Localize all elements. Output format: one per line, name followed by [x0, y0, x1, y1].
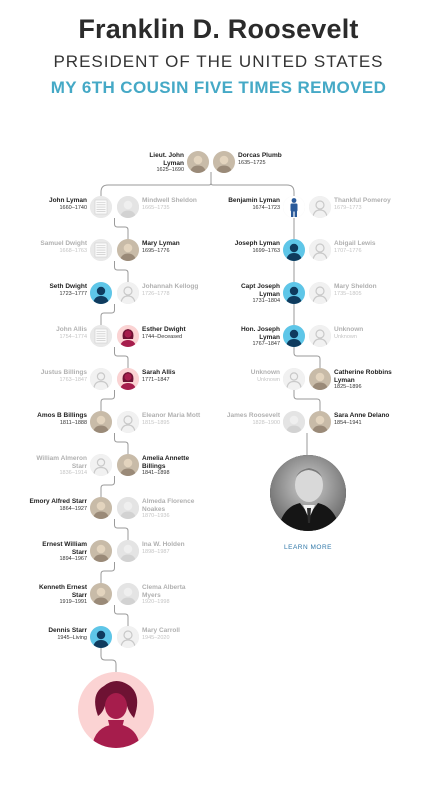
- person-name: Lieut. John Lyman: [149, 152, 184, 167]
- person-label[interactable]: [27, 197, 87, 212]
- person-dates: Unknown: [334, 333, 357, 340]
- person-name: Amelia Annette Billings: [142, 455, 190, 470]
- person-dates: 1731–1804: [252, 298, 280, 304]
- person-name: Samuel Dwight: [40, 240, 87, 247]
- person-dates: 1811–1888: [59, 419, 87, 426]
- fdr-portrait-icon[interactable]: [270, 455, 346, 531]
- person-name: Mindwell Sheldon: [142, 197, 197, 204]
- person-label[interactable]: [142, 455, 204, 478]
- person-name: Benjamin Lyman: [228, 197, 280, 204]
- person-name: Sara Anne Delano: [334, 412, 390, 419]
- person-label[interactable]: [27, 240, 87, 255]
- person-name: Thankful Pomeroy: [334, 197, 391, 204]
- connector-left: [101, 304, 115, 325]
- person-label[interactable]: [334, 240, 404, 255]
- person-name: Esther Dwight: [142, 326, 186, 333]
- person-dates: 1635–1725: [238, 159, 266, 166]
- female-avatar-icon[interactable]: [117, 325, 139, 347]
- male-avatar-icon[interactable]: [283, 239, 305, 261]
- connector-left: [115, 218, 129, 239]
- photo-icon[interactable]: [117, 497, 139, 519]
- person-name: Almeda Florence Noakes: [142, 498, 195, 513]
- person-name: Amos B Billings: [37, 412, 87, 419]
- learn-more-link[interactable]: LEARN MORE: [284, 544, 332, 551]
- person-name: Mary Carroll: [142, 627, 180, 634]
- photo-icon[interactable]: [90, 583, 112, 605]
- person-dates: 1815–1895: [142, 419, 170, 426]
- person-dates: 1920–1998: [142, 599, 170, 605]
- person-label[interactable]: [222, 326, 280, 349]
- person-name: Unknown: [334, 326, 364, 333]
- person-name: Ina W. Holden: [142, 541, 185, 548]
- person-name: Mary Lyman: [142, 240, 180, 247]
- person-name: Ernest William Starr: [42, 541, 87, 556]
- document-icon[interactable]: [90, 196, 112, 218]
- person-dates: 1836–1914: [59, 470, 87, 476]
- person-label[interactable]: [138, 152, 184, 175]
- person-dates: 1763–1847: [59, 376, 87, 383]
- person-name: Clema Alberta Myers: [142, 584, 186, 599]
- photo-icon[interactable]: [90, 540, 112, 562]
- connector-left: [101, 476, 115, 497]
- photo-icon[interactable]: [117, 583, 139, 605]
- connector-left: [101, 562, 115, 583]
- person-label[interactable]: [142, 369, 204, 384]
- document-icon[interactable]: [90, 325, 112, 347]
- person-label[interactable]: [142, 412, 204, 427]
- photo-icon[interactable]: [309, 368, 331, 390]
- person-label[interactable]: [334, 283, 404, 298]
- person-name: Dennis Starr: [48, 627, 87, 634]
- photo-icon[interactable]: [117, 196, 139, 218]
- person-label[interactable]: [222, 412, 280, 427]
- connector-left: [115, 433, 129, 454]
- person-label[interactable]: [27, 455, 87, 478]
- photo-icon[interactable]: [309, 411, 331, 433]
- person-dates: Unknown: [257, 376, 280, 383]
- person-dates: 1707–1776: [334, 247, 362, 254]
- connector-left: [115, 519, 129, 540]
- person-label[interactable]: [27, 584, 87, 607]
- person-label[interactable]: [27, 498, 87, 513]
- person-label[interactable]: [27, 541, 87, 564]
- person-dates: 1898–1987: [142, 548, 170, 555]
- female-silhouette-icon[interactable]: [309, 282, 331, 304]
- person-dates: 1699–1763: [252, 247, 280, 254]
- male-silhouette-icon[interactable]: [90, 454, 112, 476]
- person-dates: 1841–1898: [142, 470, 170, 476]
- person-label[interactable]: [27, 369, 87, 384]
- person-dates: 1744–Deceased: [142, 333, 183, 340]
- person-dates: 1945–2020: [142, 634, 170, 641]
- connector-left: [115, 605, 129, 626]
- person-name: Sarah Allis: [142, 369, 176, 376]
- person-name: Unknown: [250, 369, 280, 376]
- male-avatar-icon[interactable]: [283, 282, 305, 304]
- page-subtitle: PRESIDENT OF THE UNITED STATES: [53, 52, 384, 71]
- person-dates: 1668–1763: [59, 247, 87, 254]
- person-name: John Allis: [56, 326, 87, 333]
- person-name: Kenneth Ernest Starr: [38, 584, 87, 599]
- female-silhouette-icon[interactable]: [309, 196, 331, 218]
- person-label[interactable]: [142, 498, 204, 521]
- person-label[interactable]: [238, 152, 284, 167]
- person-name: Eleanor Maria Mott: [142, 412, 201, 419]
- connector-left: [115, 261, 129, 282]
- person-label[interactable]: [142, 240, 204, 255]
- person-dates: 1828–1900: [252, 419, 280, 426]
- male-silhouette-icon[interactable]: [90, 368, 112, 390]
- female-silhouette-icon[interactable]: [117, 626, 139, 648]
- connector-right: [294, 390, 320, 411]
- person-label[interactable]: [27, 412, 87, 427]
- female-silhouette-icon[interactable]: [309, 325, 331, 347]
- person-name: Capt Joseph Lyman: [240, 283, 280, 298]
- person-dates: 1864–1927: [59, 505, 87, 512]
- photo-icon[interactable]: [213, 151, 235, 173]
- connector-left: [101, 390, 115, 411]
- person-dates: 1679–1773: [334, 204, 362, 211]
- female-avatar-icon[interactable]: [117, 368, 139, 390]
- connector-to-user: [101, 648, 116, 672]
- female-silhouette-icon[interactable]: [309, 239, 331, 261]
- person-name: Emory Alfred Starr: [29, 498, 87, 505]
- person-name: James Roosevelt: [226, 412, 280, 419]
- female-silhouette-icon[interactable]: [117, 411, 139, 433]
- photo-icon[interactable]: [117, 239, 139, 261]
- person-name: Abigail Lewis: [334, 240, 376, 247]
- person-label[interactable]: [334, 197, 404, 212]
- person-name: John Lyman: [48, 197, 87, 204]
- male-person-icon[interactable]: [283, 196, 305, 218]
- person-dates: 1894–1967: [59, 556, 87, 562]
- person-label[interactable]: [142, 627, 204, 642]
- connector-root-right: [211, 183, 294, 196]
- male-avatar-icon[interactable]: [90, 626, 112, 648]
- person-name: Dorcas Plumb: [238, 152, 282, 159]
- user-avatar-icon[interactable]: [78, 672, 154, 748]
- female-silhouette-icon[interactable]: [117, 282, 139, 304]
- photo-icon[interactable]: [283, 411, 305, 433]
- person-name: Hon. Joseph Lyman: [240, 326, 280, 341]
- person-dates: 1660–1740: [59, 204, 87, 211]
- photo-icon[interactable]: [117, 540, 139, 562]
- relationship-title: MY 6TH COUSIN FIVE TIMES REMOVED: [50, 78, 387, 97]
- person-name: Mary Sheldon: [334, 283, 377, 290]
- person-dates: 1825–1896: [334, 384, 362, 390]
- male-avatar-icon[interactable]: [283, 325, 305, 347]
- person-label[interactable]: [334, 369, 404, 392]
- person-dates: 1854–1941: [334, 419, 362, 426]
- person-name: William Almeron Starr: [36, 455, 87, 470]
- person-label[interactable]: [142, 541, 204, 556]
- person-name: Justus Billings: [40, 369, 87, 376]
- person-label[interactable]: [142, 326, 204, 341]
- male-silhouette-icon[interactable]: [283, 368, 305, 390]
- person-dates: 1735–1805: [334, 290, 362, 297]
- photo-icon[interactable]: [90, 497, 112, 519]
- person-dates: 1945–Living: [57, 634, 87, 641]
- male-avatar-icon[interactable]: [90, 282, 112, 304]
- person-label[interactable]: [27, 627, 87, 642]
- document-icon[interactable]: [90, 239, 112, 261]
- person-dates: 1726–1778: [142, 290, 170, 297]
- person-dates: 1919–1991: [59, 599, 87, 605]
- person-label[interactable]: [334, 326, 404, 341]
- connector-right: [294, 347, 320, 368]
- person-label[interactable]: [222, 369, 280, 384]
- connector-left: [115, 347, 129, 368]
- person-dates: 1695–1776: [142, 247, 170, 254]
- person-dates: 1767–1847: [252, 341, 280, 347]
- person-dates: 1754–1774: [59, 333, 87, 340]
- person-label[interactable]: [334, 412, 404, 427]
- photo-icon[interactable]: [187, 151, 209, 173]
- person-label[interactable]: [142, 283, 204, 298]
- person-dates: 1625–1690: [156, 167, 184, 173]
- person-name: Seth Dwight: [49, 283, 87, 290]
- person-dates: 1771–1847: [142, 376, 170, 383]
- person-label[interactable]: [142, 584, 204, 607]
- person-dates: 1870–1936: [142, 513, 170, 519]
- photo-icon[interactable]: [117, 454, 139, 476]
- person-dates: 1674–1723: [252, 204, 280, 211]
- person-name: Catherine Robbins Lyman: [334, 369, 392, 384]
- person-dates: 1723–1777: [59, 290, 87, 297]
- person-name: Johannah Kellogg: [142, 283, 199, 290]
- person-dates: 1665–1735: [142, 204, 170, 211]
- person-label[interactable]: [27, 326, 87, 341]
- person-label[interactable]: [27, 283, 87, 298]
- person-label[interactable]: [222, 197, 280, 212]
- person-name: Joseph Lyman: [234, 240, 280, 247]
- person-label[interactable]: [222, 240, 280, 255]
- page-title: Franklin D. Roosevelt: [78, 14, 359, 44]
- person-label[interactable]: [222, 283, 280, 306]
- photo-icon[interactable]: [90, 411, 112, 433]
- person-label[interactable]: [142, 197, 204, 212]
- connector-root-left: [101, 172, 211, 196]
